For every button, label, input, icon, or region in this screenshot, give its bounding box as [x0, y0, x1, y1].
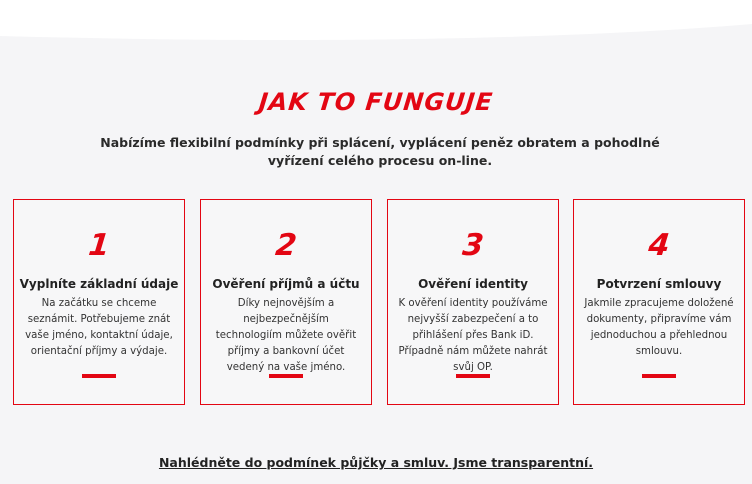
step-number: 1 [86, 228, 112, 263]
step-title: Vyplníte základní údaje [19, 277, 179, 291]
steps-list [13, 199, 747, 407]
top-wave-decoration [0, 0, 752, 60]
step-title: Ověření identity [418, 277, 528, 291]
step-description: Na začátku se chceme seznámit. Potřebujeme znát vaše jméno, kontaktní údaje, orientační příjmy a výdaje. [25, 298, 173, 357]
step-number: 4 [646, 228, 672, 263]
step-accent-bar [269, 374, 303, 378]
step-description: K ověření identity používáme nejvyšší zabezpečení a to přihlášení přes Bank iD. Případně nám můžete nahrát svůj OP. [398, 298, 548, 373]
section-title: JAK TO FUNGUJE [257, 88, 495, 116]
step-accent-bar [82, 374, 116, 378]
step-card-2 [200, 199, 372, 405]
step-accent-bar [456, 374, 490, 378]
step-card-1 [13, 199, 185, 405]
section-subtitle: Nabízíme flexibilní podmínky při splácení, vyplácení peněz obratem a pohodlné vyřízení celého procesu on-line. [100, 135, 660, 168]
step-number: 3 [460, 228, 486, 263]
step-description: Díky nejnovějším a nejbezpečnějším technologiím můžete ověřit příjmy a bankovní účet vedený na vaše jméno. [215, 298, 357, 373]
step-title: Ověření příjmů a účtu [212, 277, 360, 291]
step-accent-bar [642, 374, 676, 378]
step-number: 2 [273, 228, 299, 263]
step-card-4 [573, 199, 745, 405]
step-card-3 [387, 199, 559, 405]
terms-link[interactable]: Nahlédněte do podmínek půjčky a smluv. Jsme transparentní. [158, 455, 594, 470]
step-description: Jakmile zpracujeme doložené dokumenty, připravíme vám jednoduchou a přehlednou smlouvu. [584, 298, 734, 357]
step-title: Potvrzení smlouvy [596, 277, 722, 291]
